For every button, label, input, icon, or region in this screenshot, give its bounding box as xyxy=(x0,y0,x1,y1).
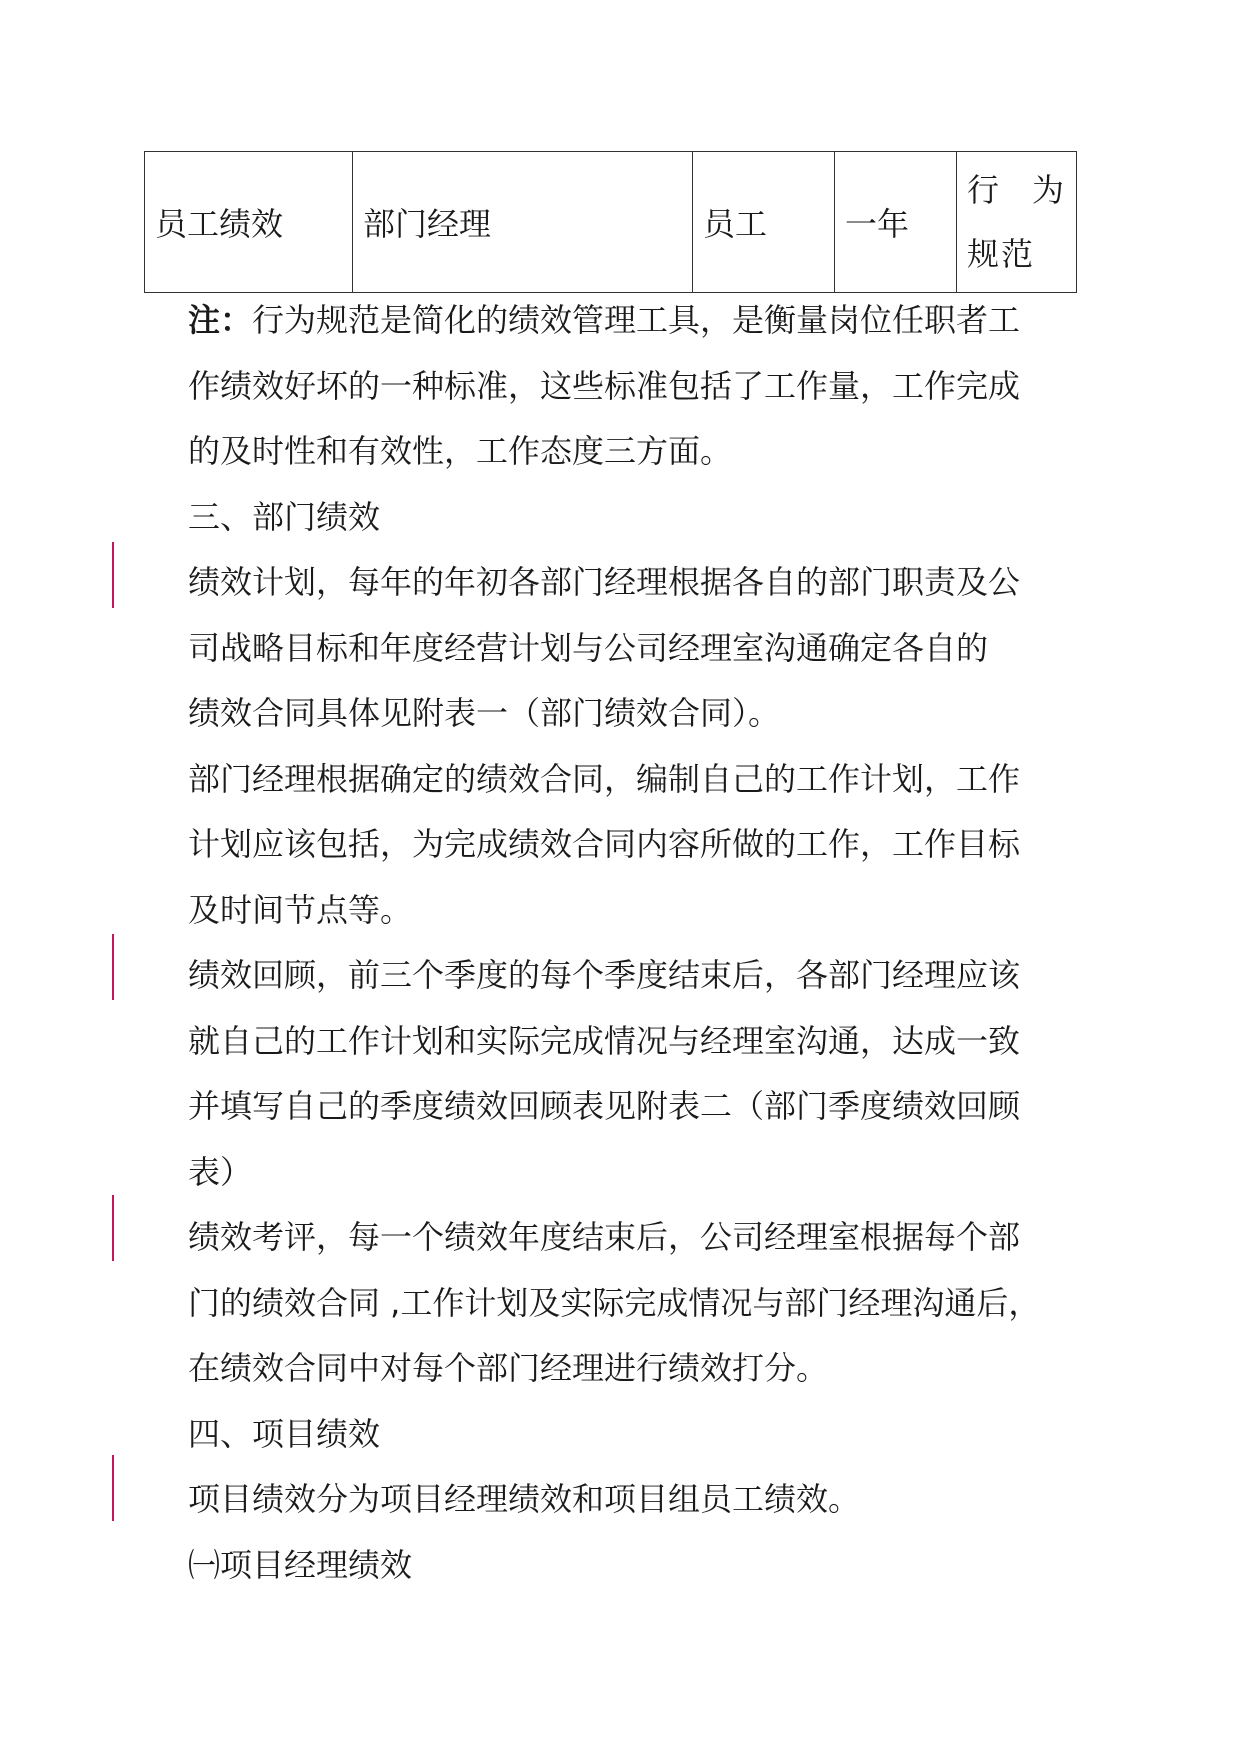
cell-line xyxy=(967,158,1066,222)
revision-bar xyxy=(112,542,114,608)
table-cell: 员工绩效 xyxy=(145,152,353,293)
paragraph-line: 表） xyxy=(188,1152,253,1191)
paragraph-line: 计划应该包括，为完成绩效合同内容所做的工作，工作目标 xyxy=(188,825,1021,863)
paragraph-line: 并填写自己的季度绩效回顾表见附表二（部门季度绩效回顾 xyxy=(188,1087,1021,1125)
paragraph-line: 司战略目标和年度经营计划与公司经理室沟通确定各自的 xyxy=(188,628,989,667)
paragraph-line: 绩效考评，每一个绩效年度结束后，公司经理室根据每个部 xyxy=(188,1218,1021,1256)
table-row xyxy=(145,152,1077,293)
table-cell: 员工 xyxy=(693,152,835,293)
document-body xyxy=(188,288,1068,1598)
note-line xyxy=(188,288,1068,354)
role-table xyxy=(144,151,1077,293)
paragraph-line: 就自己的工作计划和实际完成情况与经理室沟通，达成一致 xyxy=(188,1021,1021,1060)
revision-bar xyxy=(112,934,114,1000)
paragraph-line: 部门经理根据确定的绩效合同，编制自己的工作计划，工作 xyxy=(188,759,1021,798)
subsection-heading: ㈠项目经理绩效 xyxy=(188,1545,413,1584)
paragraph-line: 绩效计划，每年的年初各部门经理根据各自的部门职责及公 xyxy=(188,563,1021,601)
cell-char: 行 xyxy=(967,171,1002,209)
paragraph-line: 绩效回顾，前三个季度的每个季度结束后，各部门经理应该 xyxy=(188,956,1021,994)
note-text: 行为规范是简化的绩效管理工具，是衡量岗位任职者工 xyxy=(252,301,1021,339)
revision-bar xyxy=(112,1455,114,1521)
table-cell: 部门经理 xyxy=(353,152,693,293)
paragraph-line: 项目绩效分为项目经理绩效和项目组员工绩效。 xyxy=(188,1480,861,1518)
table-cell-behavior-norm xyxy=(957,152,1077,293)
cell-char: 为 xyxy=(1031,171,1066,209)
note-label: 注： xyxy=(188,301,253,339)
paragraph-line: 及时间节点等。 xyxy=(188,890,413,929)
note-line: 作绩效好坏的一种标准，这些标准包括了工作量，工作完成 xyxy=(188,366,1021,405)
revision-bar xyxy=(112,1195,114,1261)
cell-line: 规范 xyxy=(967,235,1036,273)
section-heading: 三、部门绩效 xyxy=(188,497,381,536)
section-heading: 四、项目绩效 xyxy=(188,1414,381,1453)
paragraph-line: 门的绩效合同 ,工作计划及实际完成情况与部门经理沟通后， xyxy=(188,1283,1041,1322)
paragraph-line: 绩效合同具体见附表一（部门绩效合同）。 xyxy=(188,694,781,732)
paragraph-line: 在绩效合同中对每个部门经理进行绩效打分。 xyxy=(188,1349,829,1387)
note-line: 的及时性和有效性，工作态度三方面。 xyxy=(188,432,733,470)
table-cell: 一年 xyxy=(835,152,957,293)
